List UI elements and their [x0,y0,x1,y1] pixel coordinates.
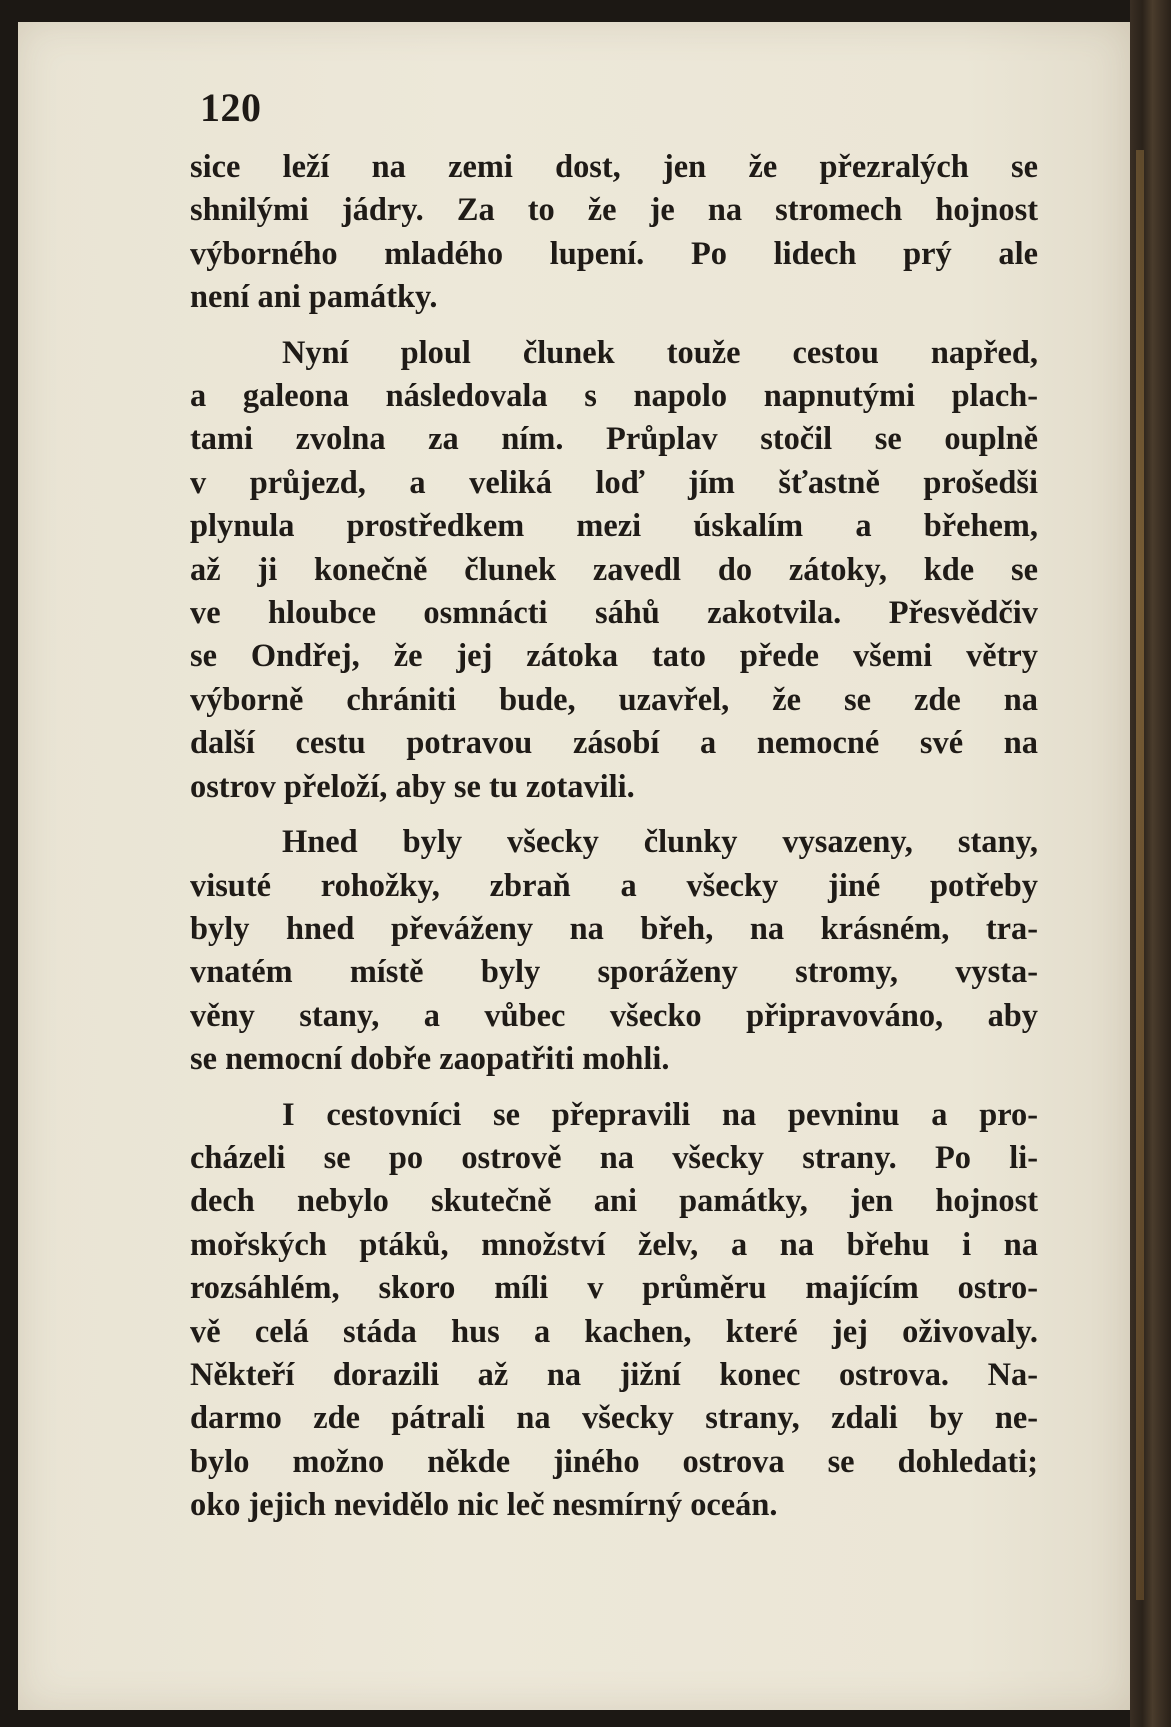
text-line: věny stany, a vůbec všecko připravováno, aby [190,997,1038,1034]
text-line: rozsáhlém, skoro míli v průměru majícím ostro- [190,1270,1038,1307]
text-line: I cestovníci se přepravili na pevninu a pro- [282,1096,1038,1133]
text-line: shnilými jádry. Za to že je na stromech hojnost [190,192,1038,229]
paragraph-4 [190,1094,1038,1528]
text-line: ve hloubce osmnácti sáhů zakotvila. Přesvědčiv [190,595,1038,632]
text-line: není ani památky. [190,279,438,316]
text-line: až ji konečně člunek zavedl do zátoky, kde se [190,551,1038,588]
text-line: cházeli se po ostrově na všecky strany. Po li- [190,1139,1038,1176]
text-line: výborného mladého lupení. Po lidech prý ale [190,235,1038,272]
paragraph-3 [190,821,1038,1081]
text-line: visuté rohožky, zbraň a všecky jiné potřeby [190,867,1038,904]
text-line: bylo možno někde jiného ostrova se dohledati; [190,1443,1038,1480]
text-line: se nemocní dobře zaopatřiti mohli. [190,1041,670,1078]
page-edge-strip [1136,150,1144,1600]
paragraph-1 [190,146,1038,320]
text-line: mořských ptáků, množství želv, a na břehu i na [190,1226,1038,1263]
text-line: plynula prostředkem mezi úskalím a břehem, [190,508,1038,545]
text-line: výborně chrániti bude, uzavřel, že se zde na [190,681,1038,718]
text-line: v průjezd, a veliká loď jím šťastně prošedši [190,464,1038,501]
text-line: vnatém místě byly sporáženy stromy, vysta- [190,954,1038,991]
text-line: oko jejich nevidělo nic leč nesmírný oceán. [190,1487,778,1524]
text-line: byly hned převáženy na břeh, na krásném, tra- [190,910,1038,947]
text-line: ostrov přeloží, aby se tu zotavili. [190,768,635,805]
paragraph-2 [190,332,1038,809]
page-number: 120 [200,85,262,130]
text-line: sice leží na zemi dost, jen že přezralých se [190,149,1038,185]
book-page-edge [1130,0,1171,1727]
text-line: vě celá stáda hus a kachen, které jej oživovaly. [190,1313,1038,1350]
text-line: se Ondřej, že jej zátoka tato přede všemi větry [190,638,1038,675]
text-line: Někteří dorazili až na jižní konec ostrova. Na- [190,1356,1038,1393]
text-line: další cestu potravou zásobí a nemocné své na [190,725,1038,762]
text-line: Hned byly všecky člunky vysazeny, stany, [282,824,1038,861]
text-line: a galeona následovala s napolo napnutými plach- [190,378,1038,415]
text-line: darmo zde pátrali na všecky strany, zdali by ne- [190,1400,1038,1437]
text-line: dech nebylo skutečně ani památky, jen hojnost [190,1183,1038,1220]
text-line: tami zvolna za ním. Průplav stočil se ouplně [190,421,1038,458]
body-text [190,146,1038,1540]
text-line: Nyní ploul člunek touže cestou napřed, [282,334,1038,371]
